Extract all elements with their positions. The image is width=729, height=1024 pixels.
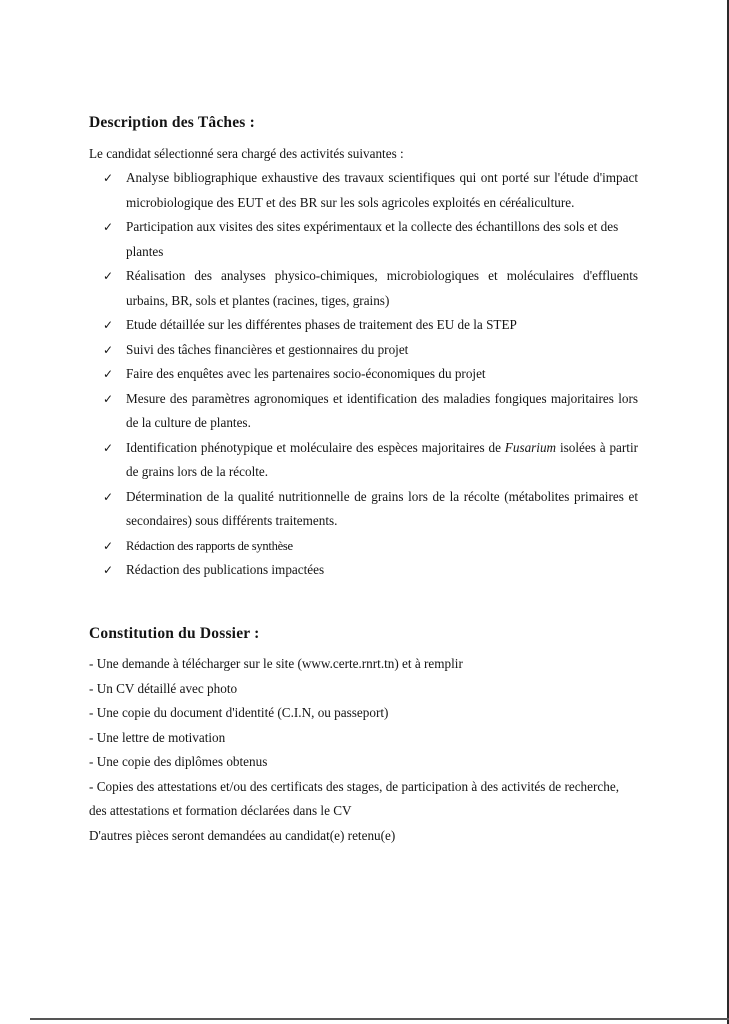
- task-list: [103, 166, 638, 583]
- list-item: - Une demande à télécharger sur le site (www.certe.rnrt.tn) et à remplir: [89, 656, 463, 671]
- list-item: ✓ Réalisation des analyses physico-chimiques, microbiologiques et moléculaires d'effluents urbains, BR, sols et plantes (racines, tiges, grains): [103, 264, 638, 313]
- list-item: - Une copie du document d'identité (C.I.N, ou passeport): [89, 705, 389, 720]
- task-fusarium-text: Identification phénotypique et moléculaire des espèces majoritaires de Fusarium isolées à partir de grains lors de la récolte.: [126, 439, 638, 479]
- section-title-description: Description des Tâches :: [89, 114, 255, 131]
- check-mark-icon: ✓: [103, 171, 114, 185]
- check-mark-icon: ✓: [103, 220, 114, 234]
- check-mark-icon: ✓: [103, 269, 114, 283]
- list-item: [103, 436, 638, 485]
- closing-note: D'autres pièces seront demandées au candidat(e) retenu(e): [89, 827, 396, 843]
- intro-text: Le candidat sélectionné sera chargé des activités suivantes :: [89, 146, 404, 161]
- check-mark-icon: ✓: [103, 563, 114, 577]
- check-mark-icon: ✓: [103, 318, 114, 332]
- list-item: ✓ Participation aux visites des sites expérimentaux et la collecte des échantillons des sols et des plantes: [103, 215, 638, 264]
- section-title-dossier: Constitution du Dossier :: [89, 625, 260, 642]
- list-item: ✓ Faire des enquêtes avec les partenaires socio-économiques du projet: [103, 362, 638, 387]
- list-item: ✓ Mesure des paramètres agronomiques et identification des maladies fongiques majoritaires lors de la culture de plantes.: [103, 387, 638, 436]
- check-mark-icon: ✓: [103, 440, 114, 455]
- list-item: - Copies des attestations et/ou des certificats des stages, de participation à des activités de recherche, des attestations et formation déclarées dans le CV: [89, 778, 619, 818]
- list-item: - Une copie des diplômes obtenus: [89, 754, 268, 769]
- list-item: ✓ Rédaction des publications impactées: [103, 558, 638, 583]
- check-mark-icon: ✓: [103, 489, 114, 504]
- check-mark-icon: ✓: [103, 391, 114, 406]
- list-item: ✓ Etude détaillée sur les différentes phases de traitement des EU de la STEP: [103, 313, 638, 338]
- list-item: ✓ Analyse bibliographique exhaustive des travaux scientifiques qui ont porté sur l'étude d'impact microbiologique des EUT et des BR sur les sols agricoles exploités en céréaliculture.: [103, 166, 638, 215]
- scan-bottom-edge: [30, 1018, 729, 1020]
- dossier-list: [89, 652, 619, 848]
- list-item: - Une lettre de motivation: [89, 729, 226, 745]
- list-item: - Un CV détaillé avec photo: [89, 680, 238, 696]
- check-mark-icon: ✓: [103, 342, 114, 357]
- check-mark-icon: ✓: [103, 538, 114, 553]
- list-item: ✓ Rédaction des rapports de synthèse: [103, 534, 638, 559]
- list-item: ✓ Suivi des tâches financières et gestionnaires du projet: [103, 338, 638, 363]
- check-mark-icon: ✓: [103, 367, 114, 381]
- list-item: ✓ Détermination de la qualité nutritionnelle de grains lors de la récolte (métabolites primaires et secondaires) sous différents traitements.: [103, 485, 638, 534]
- fusarium-italic: Fusarium: [504, 439, 557, 455]
